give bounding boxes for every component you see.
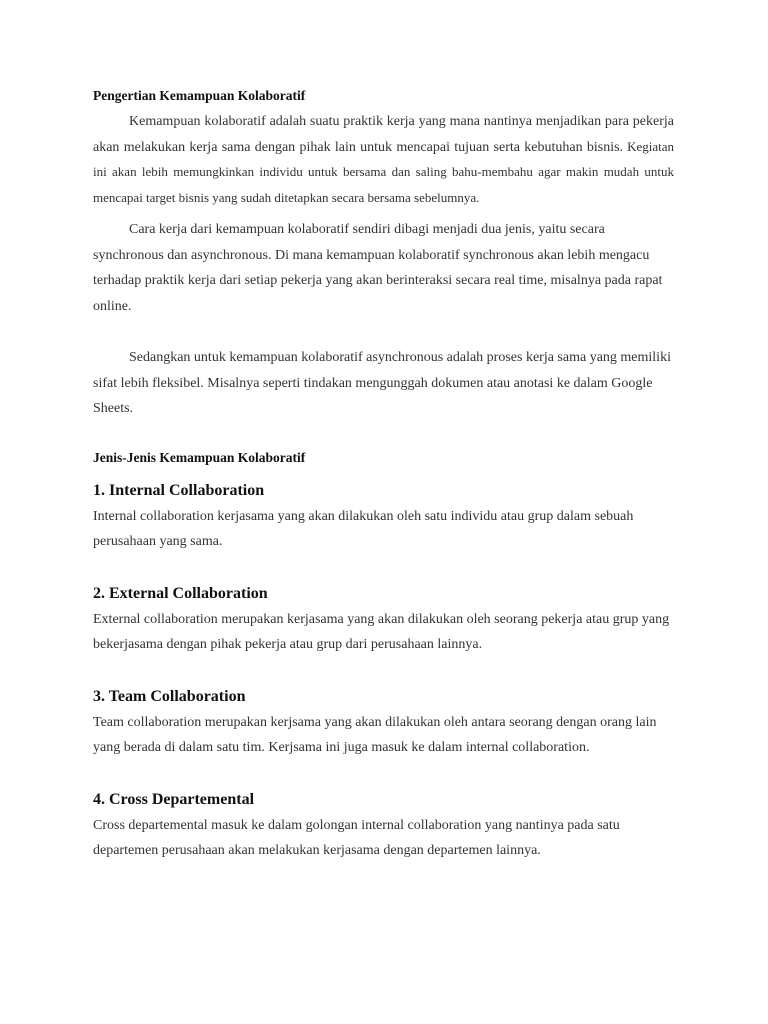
intro-paragraph-2: Cara kerja dari kemampuan kolaboratif sendiri dibagi menjadi dua jenis, yaitu secara synchronous dan asynchronous. Di mana kemampuan kolaboratif synchronous akan lebih mengacu terhadap praktik kerja dari setiap pekerja yang akan berinteraksi secara real time, misalnya pada rapat online. bbox=[93, 222, 663, 314]
type-item-title: 4. Cross Departemental bbox=[93, 790, 255, 808]
intro-paragraph-3: Sedangkan untuk kemampuan kolaboratif asynchronous adalah proses kerja sama yang memiliki sifat lebih fleksibel. Misalnya seperti tindakan mengunggah dokumen atau anotasi ke dalam Google Sheets. bbox=[93, 350, 671, 416]
type-item-title: 1. Internal Collaboration bbox=[93, 481, 265, 499]
intro-paragraph-1-part-1: Kemampuan kolaboratif adalah suatu praktik kerja yang mana nantinya menjadikan para pekerja akan melakukan kerja sama dengan pihak lain untuk mencapai tujuan serta kebutuhan bisnis. bbox=[93, 114, 674, 155]
type-item-team bbox=[93, 686, 674, 761]
intro-heading: Pengertian Kemampuan Kolaboratif bbox=[93, 88, 306, 103]
intro-paragraph-1-part-2: Kegiatan ini akan lebih memungkinkan individu untuk bersama dan saling bahu-membahu agar makin mudah untuk mencapai target bisnis yang sudah ditetapkan secara bersama sebelumnya. bbox=[93, 138, 675, 205]
type-item-text: Cross departemental masuk ke dalam golongan internal collaboration yang nantinya pada satu departemen perusahaan akan melakukan kerjasama dengan departemen lainnya. bbox=[93, 817, 620, 858]
type-item-cross-departemental bbox=[93, 789, 674, 864]
type-item-external bbox=[93, 583, 674, 658]
type-item-text: External collaboration merupakan kerjasama yang akan dilakukan oleh seorang pekerja atau grup yang bekerjasama dengan pihak pekerja atau grup dari perusahaan lainnya. bbox=[93, 611, 670, 652]
type-item-internal bbox=[93, 480, 674, 555]
types-heading: Jenis-Jenis Kemampuan Kolaboratif bbox=[93, 449, 306, 465]
type-item-text: Internal collaboration kerjasama yang akan dilakukan oleh satu individu atau grup dalam sebuah perusahaan yang sama. bbox=[93, 508, 634, 549]
type-item-text: Team collaboration merupakan kerjsama yang akan dilakukan oleh antara seorang dengan orang lain yang berada di dalam satu tim. Kerjsama ini juga masuk ke dalam internal collaboration. bbox=[93, 714, 657, 755]
type-item-title: 3. Team Collaboration bbox=[93, 687, 246, 705]
type-item-title: 2. External Collaboration bbox=[93, 584, 268, 602]
intro-paragraph-1 bbox=[93, 110, 674, 211]
document-page bbox=[93, 86, 674, 864]
